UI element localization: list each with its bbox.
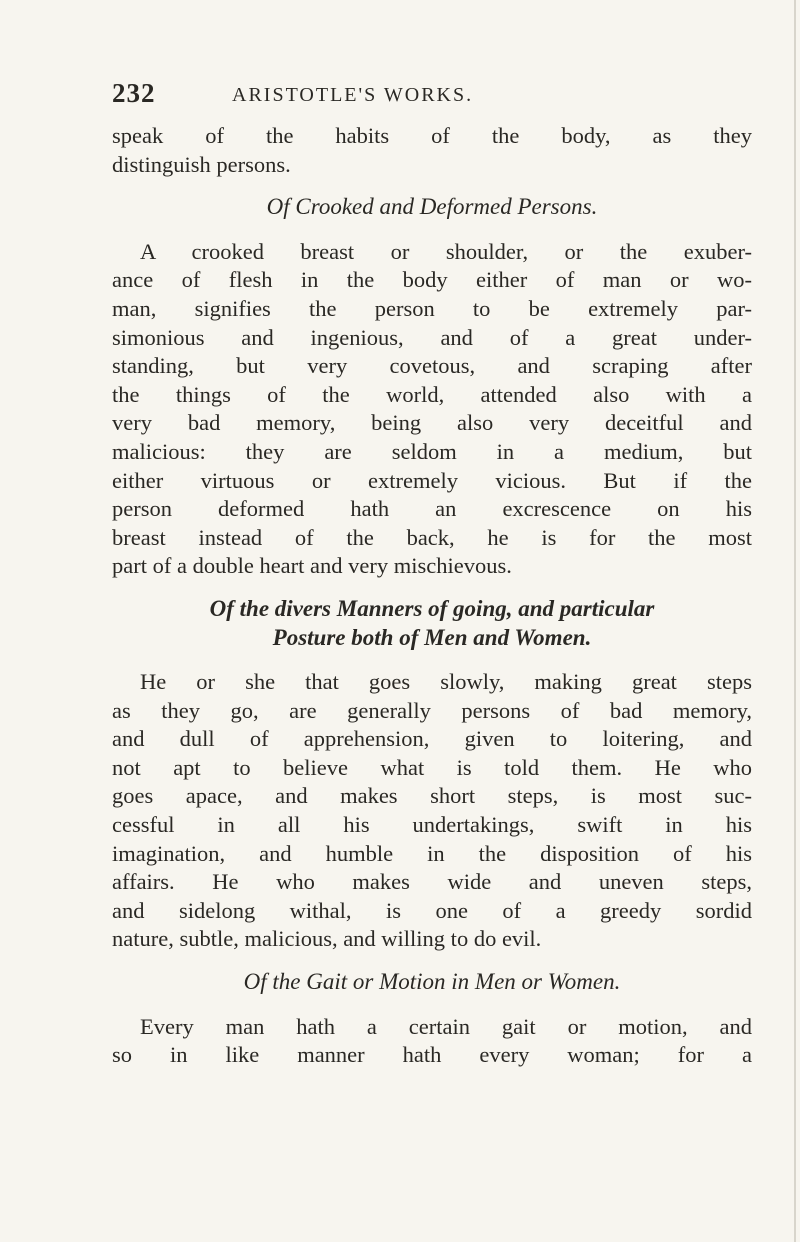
section-heading: Of the Gait or Motion in Men or Women. xyxy=(243,969,621,995)
body-line: breast instead of the back, he is for the most xyxy=(112,524,752,550)
body-line: very bad memory, being also very deceitful and xyxy=(112,410,752,436)
body-line: so in like manner hath every woman; for a xyxy=(112,1042,752,1068)
body-line: distinguish persons. xyxy=(112,151,291,177)
page-header xyxy=(112,78,752,108)
page-edge xyxy=(794,0,796,1242)
page-number: 232 xyxy=(112,78,156,108)
running-title: ARISTOTLE'S WORKS. xyxy=(232,84,474,106)
body-line: part of a double heart and very mischievous. xyxy=(112,553,512,579)
body-line: affairs. He who makes wide and uneven steps, xyxy=(112,869,752,895)
page-body xyxy=(112,122,752,1070)
body-line: and dull of apprehension, given to loitering, and xyxy=(112,726,752,752)
body-line: goes apace, and makes short steps, is most suc- xyxy=(112,783,752,809)
body-line: standing, but very covetous, and scraping after xyxy=(112,353,752,379)
section-heading: Of Crooked and Deformed Persons. xyxy=(266,194,598,220)
body-line: Every man hath a certain gait or motion, and xyxy=(140,1013,752,1039)
section-heading: Of the divers Manners of going, and particular xyxy=(209,595,655,621)
section-heading: Posture both of Men and Women. xyxy=(272,624,592,650)
body-line: man, signifies the person to be extremely par- xyxy=(112,295,752,321)
body-line: A crooked breast or shoulder, or the exuber- xyxy=(140,238,752,264)
body-line: He or she that goes slowly, making great steps xyxy=(140,669,752,695)
body-line: not apt to believe what is told them. He who xyxy=(112,754,752,780)
body-line: and sidelong withal, is one of a greedy sordid xyxy=(112,897,752,923)
body-line: ance of flesh in the body either of man or wo- xyxy=(112,267,752,293)
body-line: the things of the world, attended also with a xyxy=(112,381,752,407)
body-line: as they go, are generally persons of bad memory, xyxy=(112,697,752,723)
body-line: person deformed hath an excrescence on his xyxy=(112,496,752,522)
body-line: simonious and ingenious, and of a great under- xyxy=(112,324,752,350)
body-line: nature, subtle, malicious, and willing to do evil. xyxy=(112,926,542,952)
body-line: cessful in all his undertakings, swift in his xyxy=(112,812,752,838)
body-line: imagination, and humble in the disposition of his xyxy=(112,840,752,866)
body-line: malicious: they are seldom in a medium, but xyxy=(112,438,752,464)
body-line: either virtuous or extremely vicious. But if the xyxy=(112,467,752,493)
body-line: speak of the habits of the body, as they xyxy=(112,123,752,148)
